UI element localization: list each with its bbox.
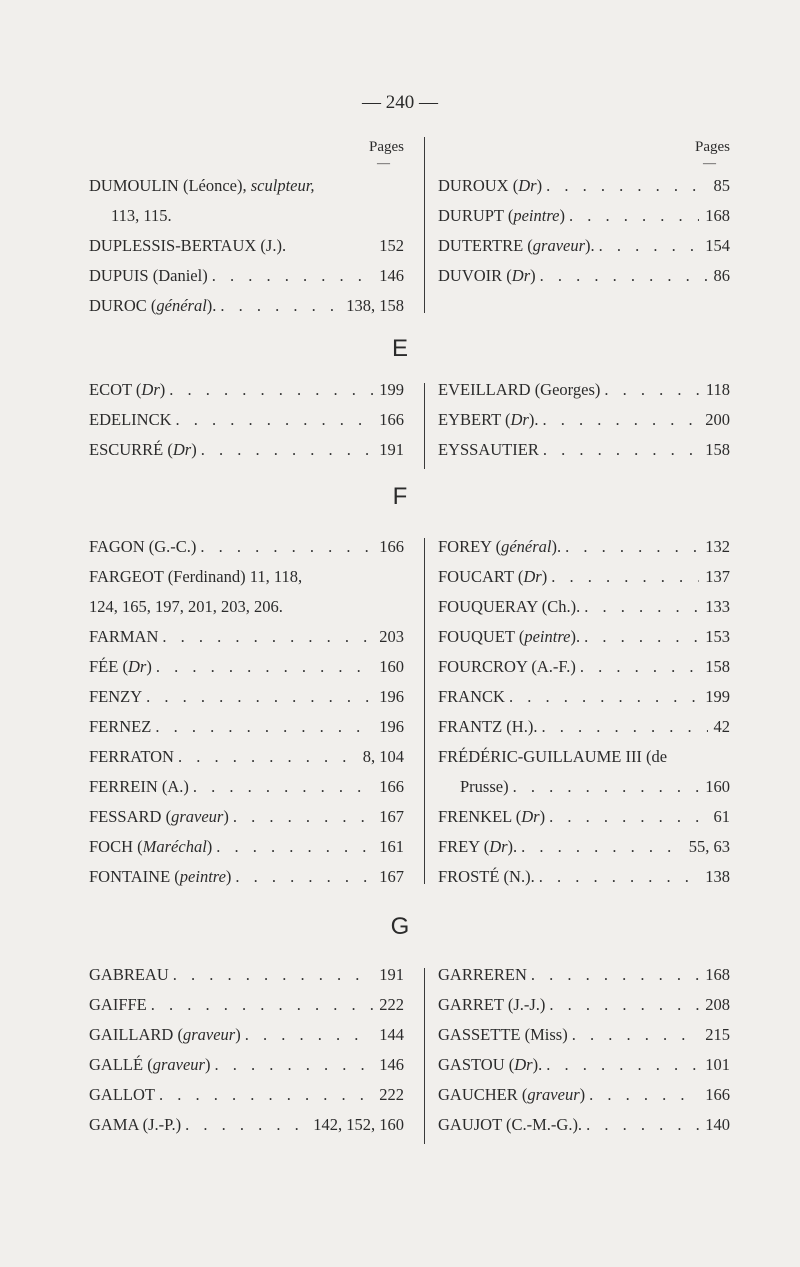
entry-pages: 222 xyxy=(379,1085,404,1104)
entry-pages: 146 xyxy=(379,1055,404,1074)
entry-name: DUROUX ( xyxy=(438,176,519,195)
pages-header: Pages xyxy=(695,139,730,155)
entry-pages: 132 xyxy=(705,537,730,556)
entry-name: DUVOIR ( xyxy=(438,266,512,285)
index-entry xyxy=(89,171,404,201)
entry-note: général xyxy=(501,537,552,556)
entry-name: DUTERTRE ( xyxy=(438,236,533,255)
entry-name: FAGON (G.-C.) xyxy=(89,537,197,556)
entry-name: GAIFFE xyxy=(89,995,147,1014)
column-divider xyxy=(424,538,425,884)
index-entry xyxy=(89,832,404,862)
index-entry xyxy=(89,291,404,321)
entry-note: Dr xyxy=(511,266,531,285)
index-entry xyxy=(89,772,404,802)
entry-pages: 167 xyxy=(379,807,404,826)
entry-note: Dr xyxy=(172,440,192,459)
entry-suffix: ) xyxy=(223,807,229,826)
entry-pages: 158 xyxy=(705,440,730,459)
index-entry xyxy=(438,712,730,742)
index-entry xyxy=(89,405,404,435)
entry-name: GALLÉ ( xyxy=(89,1055,153,1074)
index-entry xyxy=(438,1110,730,1140)
entry-pages: 199 xyxy=(379,380,404,399)
index-entry xyxy=(89,622,404,652)
column-left xyxy=(89,532,404,892)
entry-suffix: ) xyxy=(146,657,152,676)
entry-name: GAILLARD ( xyxy=(89,1025,183,1044)
index-entry xyxy=(438,622,730,652)
entry-name: FRÉDÉRIC-GUILLAUME III (de xyxy=(438,747,668,766)
entry-name: GALLOT xyxy=(89,1085,155,1104)
entry-pages: 42 xyxy=(713,717,730,736)
entry-pages: 140 xyxy=(705,1115,730,1134)
index-entry xyxy=(89,802,404,832)
entry-name: FONTAINE ( xyxy=(89,867,180,886)
page-number: — 240 — xyxy=(362,92,438,113)
index-entry xyxy=(89,562,404,592)
index-entry xyxy=(438,652,730,682)
index-entry xyxy=(89,231,404,261)
entry-pages: 101 xyxy=(705,1055,730,1074)
entry-pages: 138, 158 xyxy=(346,296,404,315)
index-entry xyxy=(89,1050,404,1080)
entry-suffix: ). xyxy=(551,537,562,556)
entry-name: EDELINCK xyxy=(89,410,172,429)
column-right xyxy=(438,960,730,1140)
entry-pages: 158 xyxy=(705,657,730,676)
index-entry xyxy=(438,592,730,622)
entry-name: DUPUIS (Daniel) xyxy=(89,266,208,285)
index-entry xyxy=(89,960,404,990)
entry-pages: 196 xyxy=(379,717,404,736)
index-entry xyxy=(89,1110,404,1140)
index-entry xyxy=(438,802,730,832)
index-entry xyxy=(438,562,730,592)
entry-pages: 215 xyxy=(705,1025,730,1044)
entry-pages: 137 xyxy=(705,567,730,586)
entry-note: Dr xyxy=(489,837,508,856)
entry-name: ESCURRÉ ( xyxy=(89,440,173,459)
entry-name: FENZY xyxy=(89,687,143,706)
entry-name: FREY ( xyxy=(438,837,490,856)
column-left xyxy=(89,137,404,321)
entry-name: FOUQUERAY (Ch.). xyxy=(438,597,581,616)
entry-pages: 196 xyxy=(379,687,404,706)
entry-name: FARMAN xyxy=(89,627,159,646)
index-entry xyxy=(438,171,730,201)
entry-name: GARRET (J.-J.) xyxy=(438,995,546,1014)
entry-name: GASSETTE (Miss) xyxy=(438,1025,568,1044)
entry-suffix: ) xyxy=(225,867,232,886)
entry-pages: 168 xyxy=(705,965,730,984)
entry-note: graveur xyxy=(527,1085,580,1104)
entry-pages: 161 xyxy=(379,837,404,856)
section-letter-f: F xyxy=(392,483,408,510)
entry-note: sculpteur, xyxy=(250,176,315,195)
entry-name: GASTOU ( xyxy=(438,1055,515,1074)
entry-name: FERREIN (A.) xyxy=(89,777,189,796)
entry-name: 124, 165, 197, 201, 203, 206. xyxy=(89,597,283,616)
entry-note: Dr xyxy=(127,657,147,676)
entry-pages: 166 xyxy=(379,410,404,429)
entry-pages: 160 xyxy=(705,777,730,796)
entry-pages: 199 xyxy=(705,687,730,706)
entry-suffix: ). xyxy=(532,1055,543,1074)
entry-name: FOUQUET ( xyxy=(438,627,525,646)
entry-pages: 154 xyxy=(705,236,730,255)
entry-name: FROSTÉ (N.). xyxy=(438,867,535,886)
entry-pages: 8, 104 xyxy=(362,747,404,766)
entry-name: DUPLESSIS-BERTAUX (J.). xyxy=(89,236,287,255)
entry-pages: 166 xyxy=(379,777,404,796)
entry-pages: 191 xyxy=(379,440,404,459)
entry-pages: 191 xyxy=(379,965,404,984)
column-divider xyxy=(424,383,425,469)
entry-name: FERRATON xyxy=(89,747,174,766)
entry-pages: 85 xyxy=(713,176,730,195)
entry-name: FOCH ( xyxy=(89,837,143,856)
entry-note: peintre xyxy=(513,206,560,225)
entry-name: DUMOULIN (Léonce), xyxy=(89,176,247,195)
column-right xyxy=(438,532,730,892)
entry-pages: 61 xyxy=(713,807,730,826)
entry-pages: 208 xyxy=(705,995,730,1014)
entry-note: Dr xyxy=(518,176,537,195)
entry-suffix: ). xyxy=(570,627,581,646)
entry-name: GABREAU xyxy=(89,965,169,984)
entry-suffix: ). xyxy=(528,410,539,429)
entry-name: Prusse) xyxy=(460,777,509,796)
index-entry xyxy=(89,712,404,742)
entry-name: EYBERT ( xyxy=(438,410,511,429)
pages-header: Pages xyxy=(369,139,404,155)
entry-note: Maréchal xyxy=(142,837,207,856)
entry-pages: 153 xyxy=(705,627,730,646)
index-entry xyxy=(438,435,730,465)
index-entry xyxy=(89,742,404,772)
index-entry xyxy=(438,990,730,1020)
index-entry xyxy=(89,1020,404,1050)
entry-name: FERNEZ xyxy=(89,717,152,736)
entry-suffix: ) xyxy=(541,567,548,586)
entry-name: FÉE ( xyxy=(89,657,128,676)
index-entry xyxy=(438,375,730,405)
index-entry xyxy=(89,201,404,231)
index-entry xyxy=(89,435,404,465)
entry-pages: 152 xyxy=(379,236,404,255)
entry-suffix: ) xyxy=(206,837,213,856)
pages-dash: — xyxy=(703,155,716,170)
entry-suffix: ) xyxy=(191,440,197,459)
entry-note: Dr xyxy=(141,380,160,399)
entry-name: GAUCHER ( xyxy=(438,1085,528,1104)
entry-name: DUROC ( xyxy=(89,296,157,315)
index-entry xyxy=(438,742,730,772)
index-entry xyxy=(438,1020,730,1050)
entry-name: FRANTZ (H.). xyxy=(438,717,538,736)
column-divider xyxy=(424,968,425,1144)
index-entry xyxy=(89,592,404,622)
index-entry xyxy=(89,652,404,682)
entry-name: EVEILLARD (Georges) xyxy=(438,380,601,399)
index-entry xyxy=(438,532,730,562)
entry-name: ECOT ( xyxy=(89,380,142,399)
entry-note: graveur xyxy=(532,236,586,255)
index-entry xyxy=(438,201,730,231)
entry-pages: 200 xyxy=(705,410,730,429)
entry-suffix: ). xyxy=(507,837,518,856)
entry-name: 113, 115. xyxy=(111,206,172,225)
entry-pages: 138 xyxy=(705,867,730,886)
entry-note: Dr xyxy=(510,410,529,429)
entry-note: Dr xyxy=(514,1055,533,1074)
index-entry xyxy=(438,862,730,892)
entry-name: DURUPT ( xyxy=(438,206,514,225)
pages-dash: — xyxy=(377,155,390,170)
section-letter-g: G xyxy=(390,913,410,940)
entry-pages: 144 xyxy=(379,1025,404,1044)
entry-note: peintre xyxy=(524,627,571,646)
entry-note: général xyxy=(156,296,207,315)
entry-suffix: ) xyxy=(530,266,536,285)
index-entry xyxy=(438,772,730,802)
entry-pages: 142, 152, 160 xyxy=(313,1115,404,1134)
entry-name: FRENKEL ( xyxy=(438,807,522,826)
index-entry xyxy=(438,231,730,261)
entry-pages: 203 xyxy=(379,627,404,646)
column-left xyxy=(89,960,404,1140)
entry-name: GAMA (J.-P.) xyxy=(89,1115,182,1134)
entry-suffix: ) xyxy=(579,1085,586,1104)
index-entry xyxy=(89,682,404,712)
index-entry xyxy=(438,960,730,990)
index-entry xyxy=(89,1080,404,1110)
entry-name: FOUCART ( xyxy=(438,567,524,586)
entry-suffix: ) xyxy=(539,807,546,826)
entry-pages: 160 xyxy=(379,657,404,676)
index-entry xyxy=(89,375,404,405)
entry-name: EYSSAUTIER xyxy=(438,440,539,459)
entry-suffix: ) xyxy=(559,206,565,225)
index-entry xyxy=(438,1050,730,1080)
index-entry xyxy=(438,1080,730,1110)
entry-pages: 86 xyxy=(713,266,730,285)
entry-name: GAUJOT (C.-M.-G.). xyxy=(438,1115,583,1134)
entry-name: FOURCROY (A.-F.) xyxy=(438,657,576,676)
entry-pages: 146 xyxy=(379,266,404,285)
entry-suffix: ) xyxy=(159,380,166,399)
entry-note: Dr xyxy=(523,567,542,586)
entry-pages: 168 xyxy=(705,206,730,225)
entry-name: GARREREN xyxy=(438,965,527,984)
section-letter-e: E xyxy=(391,335,408,362)
entry-note: peintre xyxy=(179,867,226,886)
entry-suffix: ). xyxy=(206,296,217,315)
index-entry xyxy=(438,682,730,712)
index-entry xyxy=(89,990,404,1020)
entry-pages: 133 xyxy=(705,597,730,616)
entry-suffix: ) xyxy=(204,1055,211,1074)
column-divider xyxy=(424,137,425,313)
index-entry xyxy=(89,261,404,291)
index-entry xyxy=(438,261,730,291)
index-entry xyxy=(89,862,404,892)
entry-note: graveur xyxy=(182,1025,236,1044)
entry-name: FOREY ( xyxy=(438,537,502,556)
column-left xyxy=(89,375,404,465)
column-right xyxy=(438,137,730,291)
index-entry xyxy=(438,832,730,862)
entry-suffix: ) xyxy=(536,176,543,195)
entry-pages: 55, 63 xyxy=(688,837,730,856)
entry-suffix: ). xyxy=(585,236,595,255)
entry-name: FRANCK xyxy=(438,687,505,706)
entry-name: FARGEOT (Ferdinand) 11, 118, xyxy=(89,567,303,586)
entry-pages: 166 xyxy=(705,1085,730,1104)
index-entry xyxy=(438,405,730,435)
entry-note: graveur xyxy=(171,807,224,826)
index-entry xyxy=(89,532,404,562)
entry-name: FESSARD ( xyxy=(89,807,172,826)
entry-pages: 118 xyxy=(705,380,730,399)
entry-pages: 166 xyxy=(379,537,404,556)
entry-suffix: ) xyxy=(235,1025,241,1044)
entry-note: Dr xyxy=(521,807,540,826)
entry-pages: 222 xyxy=(379,995,404,1014)
column-right xyxy=(438,375,730,465)
entry-pages: 167 xyxy=(379,867,404,886)
entry-note: graveur xyxy=(152,1055,205,1074)
